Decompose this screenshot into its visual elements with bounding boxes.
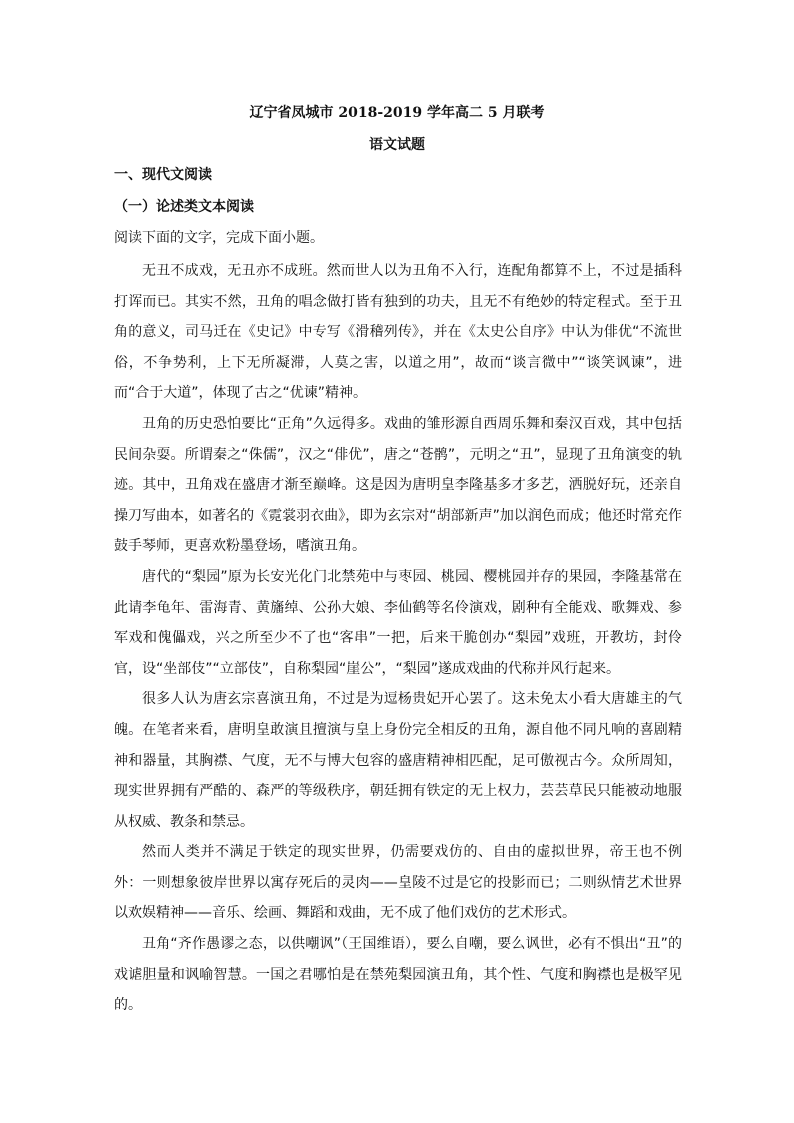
passage-paragraph-2: 丑角的历史恐怕要比“正角”久远得多。戏曲的雏形源自西周乐舞和秦汉百戏，其中包括民间杂耍。所谓秦之“侏儒”，汉之“俳优”，唐之“苍鹘”，元明之“丑”，显现了丑角演变的轨迹。其中，丑角戏在盛唐才渐至巅峰。这是因为唐明皇李隆基多才多艺，洒脱好玩，还亲自操刀写曲本，如著名的《霓裳羽衣曲》，即为玄宗对“胡部新声”加以润色而成；他还时常充作鼓手琴师，更喜欢粉墨登场，嗜演丑角。 (114, 415, 682, 555)
passage-paragraph-5: 然而人类并不满足于铁定的现实世界，仍需要戏仿的、自由的虚拟世界，帝王也不例外：一则想象彼岸世界以寓存死后的灵肉——皇陵不过是它的投影而已；二则纵情艺术世界以欢娱精神——音乐、绘画、舞蹈和戏曲，无不成了他们戏仿的艺术形式。 (114, 844, 682, 922)
passage-paragraph-4: 很多人认为唐玄宗喜演丑角，不过是为逗杨贵妃开心罢了。这未免太小看大唐雄主的气魄。在笔者来看，唐明皇敢演且擅演与皇上身份完全相反的丑角，源自他不同凡响的喜剧精神和器量，其胸襟、气度，无不与博大包容的盛唐精神相匹配，足可傲视古今。众所周知，现实世界拥有严酷的、森严的等级秩序，朝廷拥有铁定的无上权力，芸芸草民只能被动地服从权威、教条和禁忌。 (114, 691, 682, 830)
passage-paragraph-3: 唐代的“梨园”原为长安光化门北禁苑中与枣园、桃园、樱桃园并存的果园，李隆基常在此请李龟年、雷海青、黄旛绰、公孙大娘、李仙鹤等名伶演戏，剧种有全能戏、歌舞戏、参军戏和傀儡戏，兴之所至少不了也“客串”一把，后来干脆创办“梨园”戏班，开教坊，封伶官，设“坐部伎”“立部伎”，自称梨园“崖公”，“梨园”遂成戏曲的代称并风行起来。 (114, 568, 682, 677)
exam-title: 辽宁省凤城市 2018-2019 学年高二 5 月联考 (249, 105, 545, 121)
passage-paragraph-1: 无丑不成戏，无丑亦不成班。然而世人以为丑角不入行，连配角都算不上，不过是插科打诨而已。其实不然，丑角的唱念做打皆有独到的功夫，且无不有绝妙的特定程式。至于丑角的意义，司马迁在《史记》中专写《滑稽列传》，并在《太史公自序》中认为俳优“不流世俗，不争势利，上下无所凝滞，人莫之害，以道之用”，故而“谈言微中”“谈笑讽谏”，进而“合于大道”，体现了古之“优谏”精神。 (114, 263, 682, 402)
passage-paragraph-6: 丑角“齐作愚谬之态，以供嘲讽”（王国维语），要么自嘲，要么讽世，必有不惧出“丑”的戏谑胆量和讽喻智慧。一国之君哪怕是在禁苑梨园演丑角，其个性、气度和胸襟也是极罕见的。 (114, 936, 682, 1014)
exam-subtitle: 语文试题 (369, 137, 425, 153)
section-heading: 一、现代文阅读 (114, 167, 212, 183)
subsection-heading: （一）论述类文本阅读 (114, 199, 254, 215)
reading-passage (114, 256, 682, 1021)
reading-instruction: 阅读下面的文字，完成下面小题。 (114, 230, 324, 246)
